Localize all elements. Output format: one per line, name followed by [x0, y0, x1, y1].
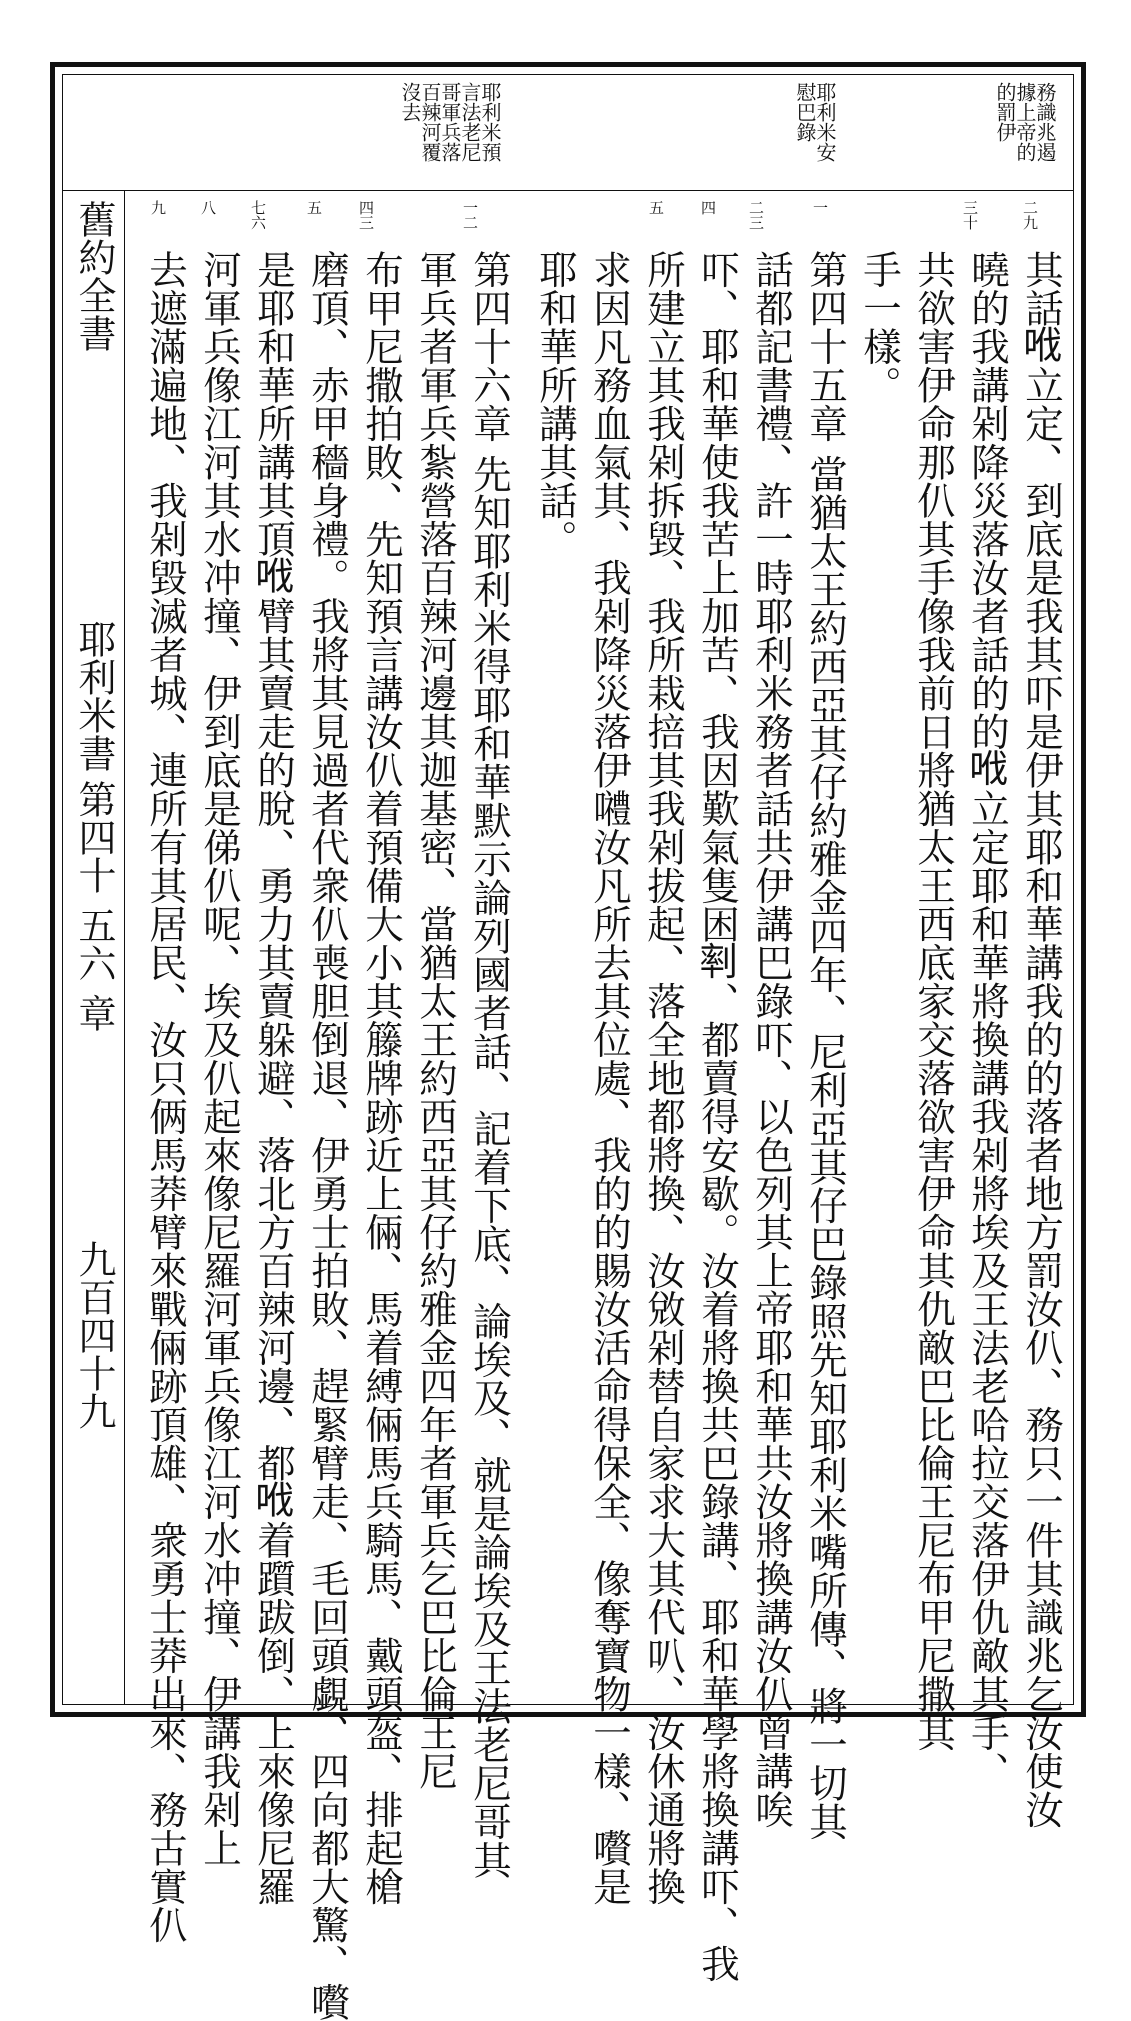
headnote-4: 耶利米安 [813, 82, 837, 162]
verse-marker: 一 [811, 200, 829, 215]
verse-marker: 一二 [461, 200, 479, 230]
verse-marker: 九 [149, 200, 167, 215]
headnote-2: 據上帝的 [1013, 82, 1037, 162]
verse-marker: 四 [699, 200, 717, 215]
verse-marker: 二三 [747, 200, 765, 230]
verse-marker: 三十 [961, 200, 979, 230]
verse-marker: 五 [305, 200, 323, 215]
headnote-5: 慰巴錄 [793, 82, 817, 142]
text-column: 河軍兵像江河其水冲撞、伊到底是俤仈呢、埃及仈起來像尼羅河軍兵像江河水冲撞、伊講我剁上 [197, 250, 242, 1867]
verse-marker: 七六 [249, 200, 267, 230]
text-column: 共欲害伊命那仈其手像我前日將猶太王西底家交落欲害伊命其仇敵巴比倫王尼布甲尼撒其 [911, 250, 956, 1752]
text-column: 所建立其我剁拆毀、我所栽掊其我剁拔起、落全地都將換、汝敓剁替自家求大其代叭、汝休通將換 [641, 250, 686, 1906]
text-column: 話都記書禮、許一時耶利米務者話共伊講巴錄吓、以色列其上帝耶和華共汝將換講汝仈曾講唉 [749, 250, 794, 1829]
verse-marker: 五 [647, 200, 665, 215]
text-column: 耶和華所講其話。 [533, 250, 578, 558]
headnote-10: 沒去 [398, 82, 422, 122]
text-column: 曉的我講剁降災落汝者話的的𠲎立定耶和華將換講我剁將埃及王法老哈拉交落伊仇敵其手、 [965, 250, 1010, 1790]
margin-divider [124, 190, 125, 1705]
text-column: 是耶和華所講其頂𠲎臂其賣走的脫、勇力其賣躲避、落北方百辣河邊、都𠲎着躓跋倒、上來像尼羅 [251, 250, 296, 1906]
text-column: 布甲尼撒拍敗、先知預言講汝仈着預備大小其籐牌跡近上倆、馬着縛倆馬兵騎馬、戴頭盔、排起槍 [359, 250, 404, 1906]
text-column: 第四十五章 當猶太王約西亞其仔約雅金四年、尼利亞其仔巴錄照先知耶利米嘴所傳、將一切其 [803, 250, 848, 1841]
margin-book-title: 舊約全書 [72, 200, 116, 352]
text-column: 第四十六章 先知耶利米得耶和華默示論列國者話、記着下底、論埃及、就是論埃及王法老尼哥其 [467, 250, 512, 1880]
text-column: 去遮滿遍地、我剁毀滅者城、連所有其居民、汝只俩馬莽臂來戰倆跡頂雄、衆勇士莽出來、務古實仈 [143, 250, 188, 1944]
verse-marker: 八 [199, 200, 217, 215]
margin-page-number: 九百四十九 [72, 1240, 116, 1430]
margin-chapter: 第四十 五六 章 [72, 780, 116, 1033]
headnote-9: 百辣河覆 [418, 82, 442, 162]
verse-marker: 二九 [1021, 200, 1039, 230]
text-column: 吓、耶和華使我苦上加苦、我因歎氣隻困𠞩、都賣得安歇。汝着將換共巴錄講、耶和華學將換講吓、我 [695, 250, 740, 1983]
headnote-8: 哥軍兵落 [438, 82, 462, 162]
text-column: 求因凡務血氣其、我剁降災落伊𡅏汝凡所去其位處、我的的賜汝活命得保全、像奪寶物一樣、嚽是 [587, 250, 632, 1906]
headnote-7: 言法老尼 [458, 82, 482, 162]
headnote-1: 務識兆遏 [1033, 82, 1057, 162]
text-column: 磨頂、赤甲穡身禮。我將其見過者代衆仈喪胆倒退、伊勇士拍敗、趕緊臂走、毛回頭覷、四向都大驚、嚽 [305, 250, 350, 2021]
headnote-3: 的罰伊 [993, 82, 1017, 142]
headnote-divider [62, 190, 1074, 191]
text-column: 其話𠲎立定、到底是我其吓是伊其耶和華講我的的落者地方罰汝仈、務只一件其識兆乞汝使汝 [1019, 250, 1064, 1829]
verse-marker: 四三 [357, 200, 375, 230]
text-column: 手一樣。 [857, 250, 902, 404]
margin-book-name: 耶利米書 [72, 620, 116, 772]
headnote-6: 耶利米預 [478, 82, 502, 162]
text-column: 軍兵者軍兵紮營落百辣河邊其迦基密、當猶太王約西亞其仔約雅金四年者軍兵乞巴比倫王尼 [413, 250, 458, 1790]
